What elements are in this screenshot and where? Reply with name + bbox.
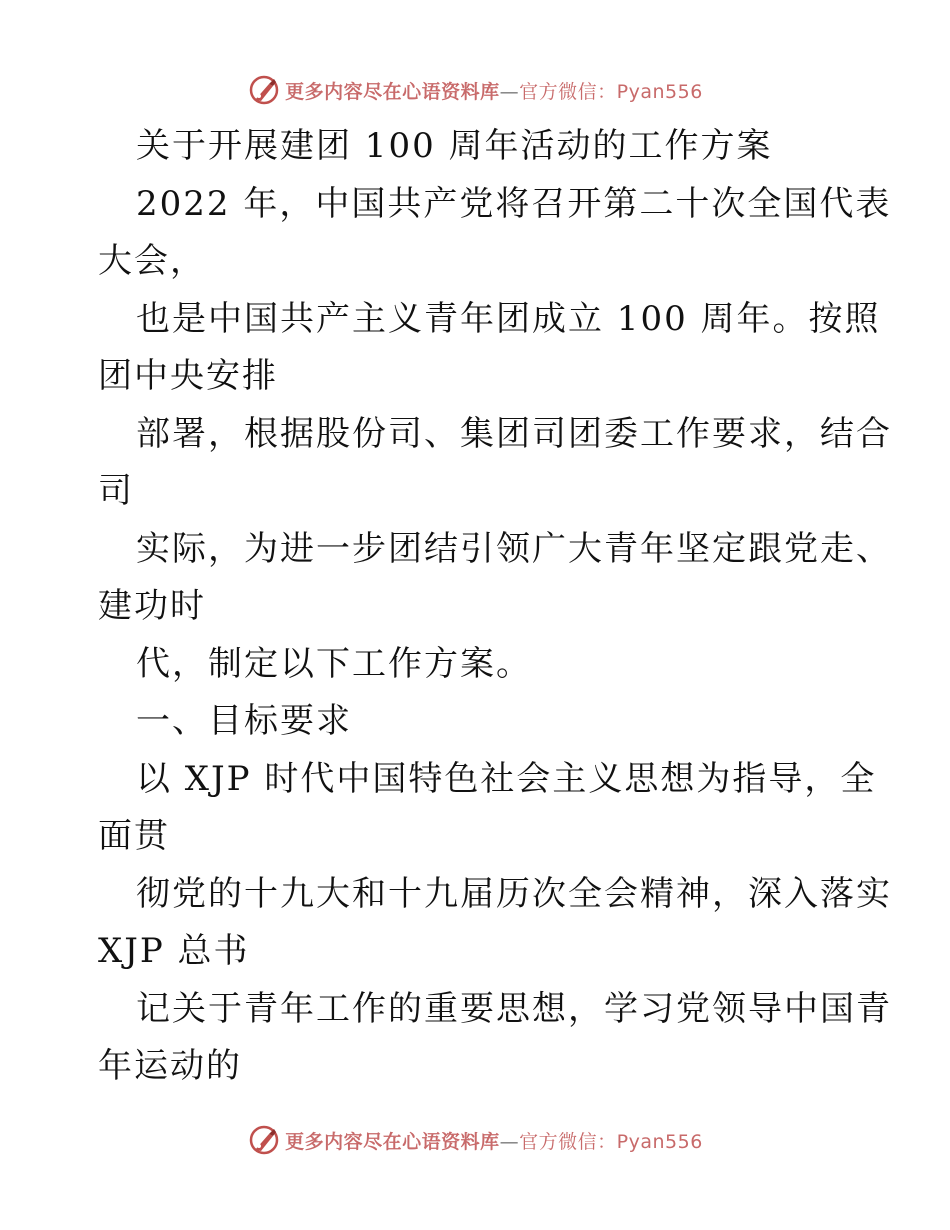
pen-logo-icon xyxy=(247,73,281,107)
document-line: 面贯 xyxy=(98,816,170,856)
pen-logo-icon xyxy=(247,1123,281,1157)
document-line: 建功时 xyxy=(98,586,206,626)
section-heading: 一、目标要求 xyxy=(136,701,352,741)
document-line: 彻党的十九大和十九届历次全会精神，深入落实 xyxy=(136,873,892,914)
document-line: 2022 年，中国共产党将召开第二十次全国代表 xyxy=(136,183,892,224)
document-line: 大会， xyxy=(98,241,206,281)
banner-contact: 官方微信：Pyan556 xyxy=(519,80,703,103)
banner-separator: — xyxy=(499,1130,520,1153)
document-line: 关于开展建团 100 周年活动的工作方案 xyxy=(136,126,773,166)
document-line: 部署，根据股份司、集团司团委工作要求，结合 xyxy=(136,413,892,454)
document-line: 代，制定以下工作方案。 xyxy=(136,643,532,684)
document-line: 团中央安排 xyxy=(98,356,278,396)
document-line: 年运动的 xyxy=(98,1046,242,1086)
banner-text xyxy=(285,77,703,104)
header-banner xyxy=(0,70,950,110)
document-line: XJP 总书 xyxy=(98,931,250,971)
banner-brand: 更多内容尽在心语资料库 xyxy=(285,1130,500,1153)
banner-text xyxy=(285,1127,703,1154)
document-line: 以 XJP 时代中国特色社会主义思想为指导，全 xyxy=(136,758,877,799)
banner-brand: 更多内容尽在心语资料库 xyxy=(285,80,500,103)
document-body xyxy=(98,118,898,1096)
document-line: 记关于青年工作的重要思想，学习党领导中国青 xyxy=(136,988,892,1029)
document-line: 实际，为进一步团结引领广大青年坚定跟党走、 xyxy=(136,528,892,569)
document-line: 也是中国共产主义青年团成立 100 周年。按照 xyxy=(136,298,881,339)
document-line: 司 xyxy=(98,471,134,511)
footer-banner xyxy=(0,1120,950,1160)
banner-separator: — xyxy=(499,80,520,103)
banner-contact: 官方微信：Pyan556 xyxy=(519,1130,703,1153)
